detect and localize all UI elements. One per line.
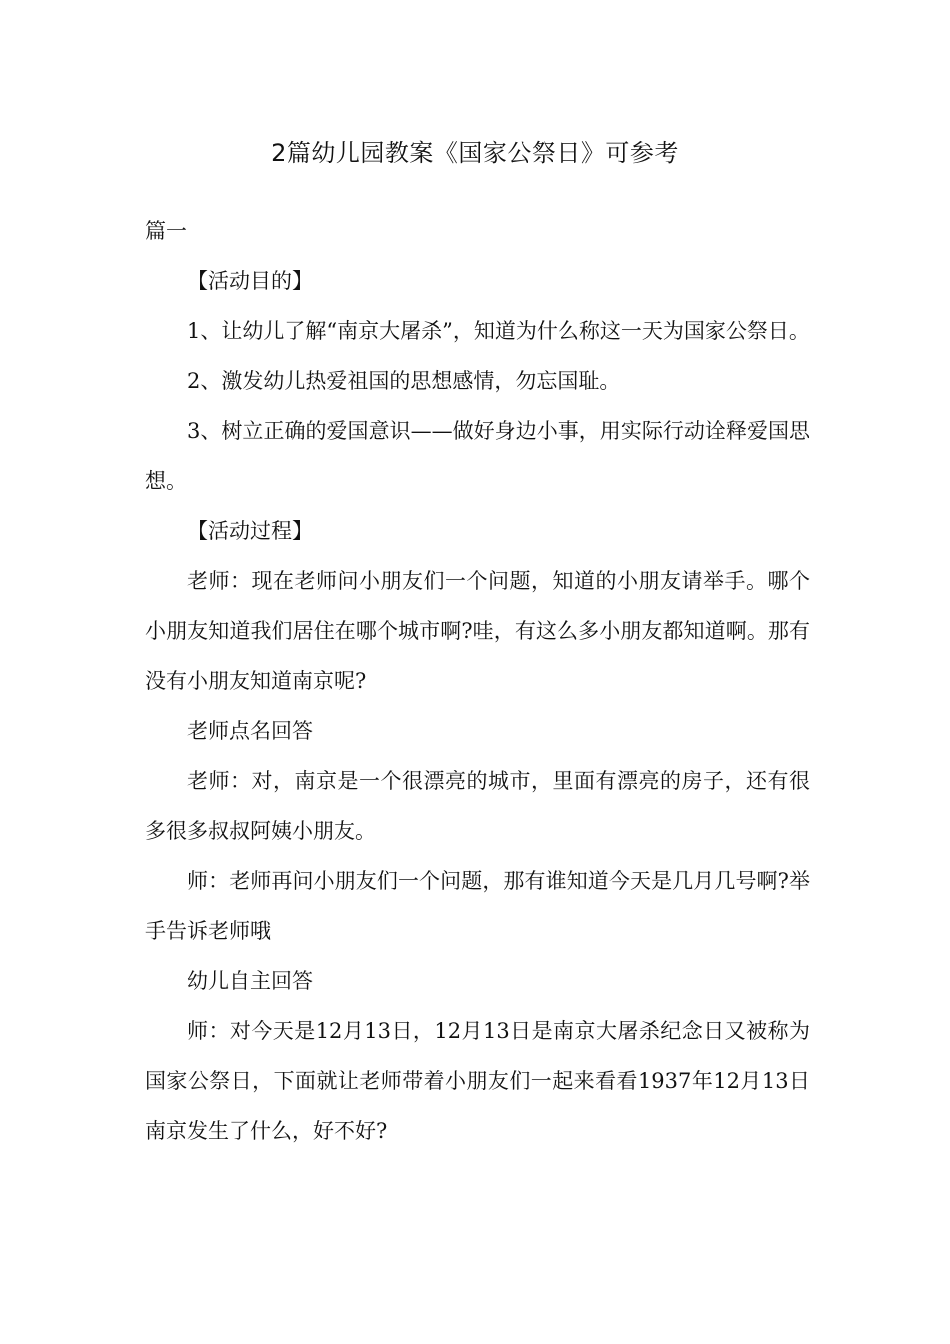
goal-item-2: 2、激发幼儿热爱祖国的思想感情，勿忘国耻。 — [187, 369, 621, 393]
paragraph: 老师点名回答 — [187, 719, 313, 743]
subsection-heading-goals: 【活动目的】 — [187, 269, 313, 293]
paragraph: 师：老师再问小朋友们一个问题，那有谁知道今天是几月几号啊?举手告诉老师哦 — [145, 869, 810, 943]
paragraph: 老师：对，南京是一个很漂亮的城市，里面有漂亮的房子，还有很多很多叔叔阿姨小朋友。 — [145, 769, 810, 843]
goal-item-1: 1、让幼儿了解“南京大屠杀”，知道为什么称这一天为国家公祭日。 — [187, 319, 810, 343]
paragraph: 幼儿自主回答 — [187, 969, 313, 993]
subsection-heading-process: 【活动过程】 — [187, 519, 313, 543]
goal-item-3: 3、树立正确的爱国意识——做好身边小事，用实际行动诠释爱国思想。 — [145, 419, 810, 493]
paragraph: 老师：现在老师问小朋友们一个问题，知道的小朋友请举手。哪个小朋友知道我们居住在哪个城市啊?哇，有这么多小朋友都知道啊。那有没有小朋友知道南京呢? — [145, 569, 810, 693]
document-title: 2篇幼儿园教案《国家公祭日》可参考 — [271, 139, 679, 167]
document-body — [145, 206, 810, 1156]
section-heading: 篇一 — [145, 219, 187, 243]
paragraph: 师：对今天是12月13日，12月13日是南京大屠杀纪念日又被称为国家公祭日，下面就让老师带着小朋友们一起来看看1937年12月13日南京发生了什么，好不好? — [145, 1019, 810, 1143]
